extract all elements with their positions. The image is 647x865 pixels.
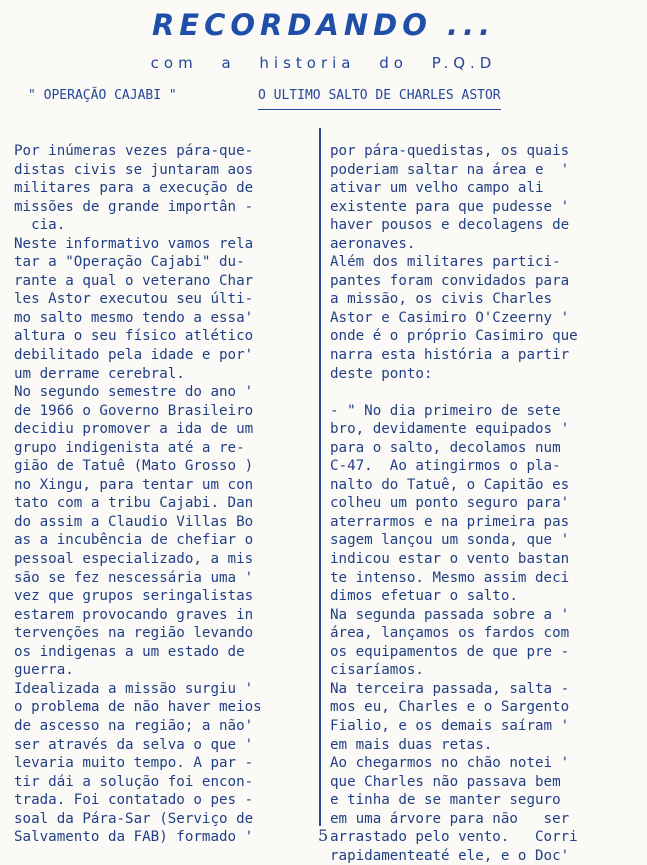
text-line: cia.: [14, 217, 66, 234]
text-line: por pára-quedistas, os quais: [330, 143, 570, 159]
text-line: debilitado pela idade e por': [14, 347, 254, 364]
text-line: levaria muito tempo. A par -: [14, 755, 254, 772]
text-line: mos eu, Charles e o Sargento: [330, 699, 570, 716]
text-line: trada. Foi contatado o pes -: [14, 792, 254, 809]
text-line: poderiam saltar na área e ': [330, 161, 570, 178]
text-line: nalto do Tatuê, o Capitão es: [330, 476, 570, 493]
page-number: 5: [318, 826, 329, 845]
text-line: - " No dia primeiro de sete: [330, 402, 561, 419]
text-line: os indigenas a um estado de: [14, 643, 245, 660]
text-line: para o salto, decolamos num: [330, 439, 561, 456]
text-line: C-47. Ao atingirmos o pla-: [330, 458, 561, 475]
text-line: decidiu promover a ida de um: [14, 421, 254, 438]
text-line: missões de grande importân -: [14, 198, 254, 215]
text-line: ser através da selva o que ': [14, 736, 254, 753]
text-line: tervenções na região levando: [14, 625, 254, 642]
text-line: Na terceira passada, salta -: [330, 680, 570, 697]
text-line: que Charles não passava bem: [330, 773, 561, 790]
text-line: soal da Pára-Sar (Serviço de: [14, 810, 254, 827]
page-title: RECORDANDO ...: [151, 8, 496, 42]
article-title: O ULTIMO SALTO DE CHARLES ASTOR: [258, 88, 501, 110]
text-line: Astor e Casimiro O'Czeerny ': [330, 309, 570, 326]
text-line: bro, devidamente equipados ': [330, 421, 570, 438]
text-line: Na segunda passada sobre a ': [330, 606, 570, 623]
left-text-column: [14, 142, 314, 847]
text-line: aterrarmos e na primeira pas: [330, 513, 570, 530]
text-line: deste ponto:: [330, 365, 433, 382]
text-line: onde é o próprio Casimiro que: [330, 328, 578, 345]
text-line: tir dái a solução foi encon-: [14, 773, 254, 790]
text-line: mo salto mesmo tendo a essa': [14, 309, 254, 326]
text-line: e tinha de se manter seguro: [330, 792, 561, 809]
text-line: existente para que pudesse ': [330, 198, 570, 215]
text-line: as a incubência de chefiar o: [14, 532, 254, 549]
text-line: são se fez nescessária uma ': [14, 569, 254, 586]
text-line: dimos efetuar o salto.: [330, 588, 518, 605]
text-line: em mais duas retas.: [330, 736, 493, 753]
text-line: narra esta história a partir: [330, 347, 570, 364]
text-line: arrastado pelo vento. Corri: [330, 829, 578, 846]
text-line: Ao chegarmos no chão notei ': [330, 755, 570, 772]
text-line: Fialio, e os demais saíram ': [330, 717, 570, 734]
text-line: tato com a tribu Cajabi. Dan: [14, 495, 254, 512]
text-line: do assim a Claudio Villas Bo: [14, 513, 254, 530]
text-line: les Astor executou seu últi-: [14, 291, 254, 308]
column-divider: [319, 128, 321, 826]
text-line: a missão, os civis Charles: [330, 291, 553, 308]
text-line: de 1966 o Governo Brasileiro: [14, 402, 254, 419]
text-line: grupo indigenista até a re-: [14, 439, 245, 456]
text-line: pantes foram convidados para: [330, 272, 570, 289]
text-line: rante a qual o veterano Char: [14, 272, 254, 289]
text-line: haver pousos e decolagens de: [330, 217, 570, 234]
text-line: guerra.: [14, 662, 74, 679]
text-line: área, lançamos os fardos com: [330, 625, 570, 642]
text-line: colheu um ponto seguro para': [330, 495, 570, 512]
text-line: vez que grupos seringalistas: [14, 588, 254, 605]
text-line: um derrame cerebral.: [14, 365, 185, 382]
text-line: No segundo semestre do ano ': [14, 384, 254, 401]
text-line: Neste informativo vamos rela: [14, 235, 254, 252]
text-line: rapidamenteaté ele, e o Doc': [330, 847, 570, 864]
page-subtitle: com a historia do P.Q.D: [150, 54, 497, 72]
text-line: Por inúmeras vezes pára-que-: [14, 143, 254, 159]
text-line: militares para a execução de: [14, 180, 254, 197]
text-line: cisaríamos.: [330, 662, 424, 679]
text-line: aeronaves.: [330, 235, 416, 252]
right-text-column: [330, 142, 642, 865]
text-line: tar a "Operação Cajabi" du-: [14, 254, 245, 271]
text-line: de ascesso na região; a não': [14, 717, 254, 734]
text-line: Além dos militares partici-: [330, 254, 561, 271]
text-line: Salvamento da FAB) formado ': [14, 829, 254, 846]
section-label: " OPERAÇÃO CAJABI ": [28, 88, 177, 103]
text-line: pessoal especializado, a mis: [14, 551, 254, 568]
text-line: Idealizada a missão surgiu ': [14, 680, 254, 697]
text-line: no Xingu, para tentar um con: [14, 476, 254, 493]
text-line: estarem provocando graves in: [14, 606, 254, 623]
text-line: os equipamentos de que pre -: [330, 643, 570, 660]
text-line: te intenso. Mesmo assim deci: [330, 569, 570, 586]
text-line: gião de Tatuê (Mato Grosso ): [14, 458, 254, 475]
text-line: altura o seu físico atlético: [14, 328, 254, 345]
text-line: em uma árvore para não ser: [330, 810, 570, 827]
text-line: sagem lançou um sonda, que ': [330, 532, 570, 549]
text-line: indicou estar o vento bastan: [330, 551, 570, 568]
text-line: ativar um velho campo ali: [330, 180, 544, 197]
text-line: o problema de não haver meios: [14, 699, 262, 716]
text-line: [330, 383, 642, 402]
text-line: distas civis se juntaram aos: [14, 161, 254, 178]
